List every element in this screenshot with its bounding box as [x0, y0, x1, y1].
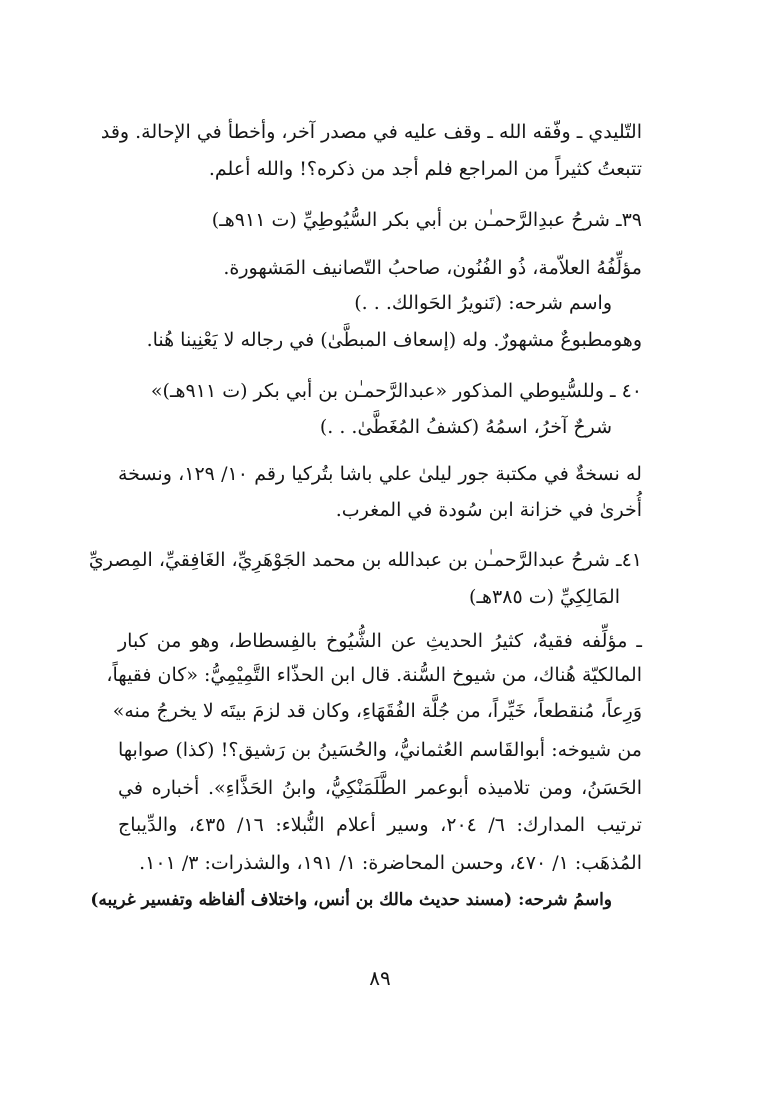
paragraph-line: ترتيب المدارك: ٦/ ٢٠٤، وسير أعلام النُّبلاء: ١٦/ ٤٣٥، والدِّيباج — [118, 814, 642, 836]
paragraph-line: ـ مؤلِّفه فقيهٌ، كثيرُ الحديثِ عن الشُّيُوخ بالفِسطاط، وهو من كبار — [118, 630, 642, 652]
paragraph-line: مؤلِّفُهُ العلاّمة، ذُو الفُنُون، صاحبُ التّصانيف المَشهورة. — [223, 257, 642, 279]
commentary-title-line: شرحٌ آخرُ، اسمُهُ (كشفُ المُغَطَّىٰ. . .) — [319, 416, 612, 438]
paragraph-line: أُخرىٰ في خزانة ابن سُودة في المغرب. — [335, 499, 642, 521]
paragraph-line: التّليدي ـ وفّقه الله ـ وقف عليه في مصدر آخر، وأخطأ في الإحالة. وقد — [100, 121, 642, 143]
paragraph-line: المُذهَب: ١/ ٤٧٠، وحسن المحاضرة: ١/ ١٩١، والشذرات: ٣/ ١٠١. — [139, 852, 642, 874]
paragraph-line: وهومطبوعٌ مشهورٌ. وله (إسعاف المبطَّىٰ) في رجاله لا يَعْنِينا هُنا. — [146, 329, 642, 351]
paragraph-line: الحَسَنُ، ومن تلاميذه أبوعمر الطَّلَمَنْكِيُّ، وابنُ الحَذَّاءِ». أخباره في — [118, 777, 642, 799]
commentary-title-line: واسمُ شرحه: (مسند حديث مالك بن أنس، واختلاف ألفاظه وتفسير غريبه) — [90, 890, 612, 910]
entry-heading-40: ٤٠ ـ وللسُّيوطي المذكور «عبدالرَّحمـٰن بن أبي بكر (ت ٩١١هـ)» — [150, 380, 642, 402]
entry-heading-41: ٤١ـ شرحُ عبدالرَّحمـٰن بن عبدالله بن محمد الجَوْهَرِيِّ، الغَافِقيِّ، المِصريِّ — [88, 549, 642, 571]
entry-heading-39: ٣٩ـ شرحُ عبدِالرَّحمـٰن بن أبي بكر السُّيُوطِيِّ (ت ٩١١هـ) — [211, 209, 642, 231]
commentary-title-line: واسم شرحه: (تَنويرُ الحَوالك. . .) — [354, 292, 612, 314]
paragraph-line: له نسخةٌ في مكتبة جور ليلىٰ علي باشا بتُركيا رقم ١٠/ ١٢٩، ونسخة — [118, 463, 642, 485]
paragraph-line: من شيوخه: أبوالقَاسم العُثمانيُّ، والحُسَينُ بن رَشيق؟! (كذا) صوابها — [118, 739, 642, 761]
paragraph-line: وَرِعاً، مُنقطعاً، خَيِّراً، من جُلَّة الفُقَهَاءِ، وكان قد لزمَ بيتَه لا يخرجُ منه» — [112, 700, 642, 722]
paragraph-line: المالكيّة هُناك، من شيوخ السُّنة. قال ابن الحذّاء التَّمِيْمِيُّ: «كان فقيهاً، — [106, 664, 642, 686]
page-number: ٨٩ — [369, 966, 391, 990]
paragraph-line: تتبعتُ كثيراً من المراجع فلم أجد من ذكره؟! والله أعلم. — [208, 158, 642, 180]
entry-heading-41-cont: المَالِكِيِّ (ت ٣٨٥هـ) — [469, 586, 620, 608]
